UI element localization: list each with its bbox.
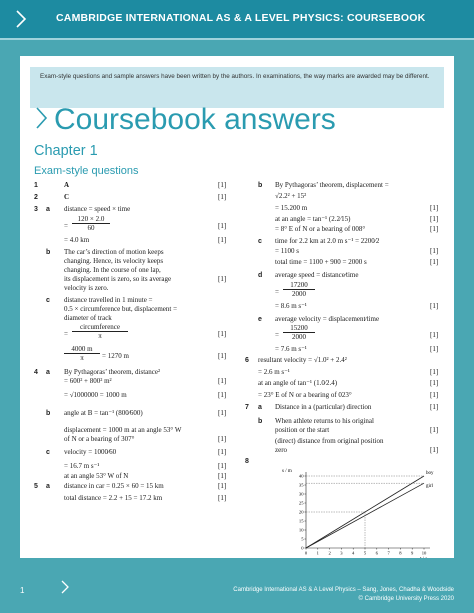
fraction-denominator: π bbox=[80, 354, 84, 362]
answer-text: = 8° E of N or a bearing of 008° bbox=[275, 225, 366, 233]
mark: [1] bbox=[218, 330, 227, 338]
page-title-text: Coursebook answers bbox=[54, 103, 336, 136]
mark: [1] bbox=[430, 225, 439, 233]
mark: [1] bbox=[218, 409, 227, 417]
mark: [1] bbox=[430, 379, 439, 387]
question-number: 6 bbox=[245, 357, 249, 364]
part-label: a bbox=[258, 404, 262, 411]
answer-text: √2.2² + 15² bbox=[275, 192, 307, 200]
question-number: 7 bbox=[245, 404, 249, 411]
x-tick-label: 6 bbox=[375, 550, 378, 556]
mark: [1] bbox=[218, 462, 227, 470]
mark: [1] bbox=[430, 403, 439, 411]
series-label: girl bbox=[426, 484, 433, 490]
answer-text: = 23° E of N or a bearing of 023° bbox=[258, 391, 352, 399]
series-label: boy bbox=[426, 471, 434, 476]
answer-text: = bbox=[64, 330, 68, 338]
x-tick-label: 8 bbox=[399, 550, 402, 556]
question-number: 2 bbox=[34, 194, 38, 201]
fraction-denominator: 2000 bbox=[292, 333, 306, 341]
mark: [1] bbox=[430, 258, 439, 266]
answer-text: velocity is zero. bbox=[64, 284, 109, 292]
fraction-denominator: π bbox=[98, 332, 102, 340]
mark: [1] bbox=[218, 222, 227, 230]
fraction-numerator: 15200 bbox=[283, 324, 315, 333]
answer-text: = 1100 s bbox=[275, 247, 299, 255]
y-tick-label: 30 bbox=[298, 491, 304, 497]
mark: [1] bbox=[218, 352, 227, 360]
answer-text: By Pythagoras’ theorem, displacement = bbox=[275, 181, 389, 189]
answer-text: = bbox=[64, 222, 68, 230]
y-tick-label: 25 bbox=[298, 500, 304, 506]
mark: [1] bbox=[430, 204, 439, 212]
answer-text: = 4.0 km bbox=[64, 236, 90, 244]
y-tick-label: 15 bbox=[298, 518, 304, 524]
mark: [1] bbox=[218, 275, 227, 283]
fraction bbox=[283, 324, 315, 341]
answer-text: time for 2.2 km at 2.0 m s⁻¹ = 2200⁄2 bbox=[275, 237, 380, 245]
fraction bbox=[64, 345, 100, 362]
mark: [1] bbox=[218, 377, 227, 385]
section-title: Exam-style questions bbox=[34, 165, 139, 177]
answer-text: = bbox=[275, 331, 279, 339]
x-tick-label: 9 bbox=[411, 550, 414, 556]
x-tick-label: 5 bbox=[363, 550, 367, 556]
answer-text: at an angle of tan⁻¹ (1.0⁄2.4) bbox=[258, 379, 338, 387]
x-tick-label: 2 bbox=[328, 550, 331, 556]
answer-text: distance travelled in 1 minute = bbox=[64, 296, 153, 304]
answer-text: changing. In the course of one lap, bbox=[64, 266, 161, 274]
question-number: 3 bbox=[34, 206, 38, 213]
y-tick-label: 20 bbox=[298, 509, 304, 515]
page-number: 1 bbox=[20, 586, 25, 595]
answer-text: diameter of track bbox=[64, 314, 112, 322]
mark: [1] bbox=[430, 215, 439, 223]
answer-text: C bbox=[64, 193, 70, 201]
answer-text: = 1270 m bbox=[102, 352, 129, 360]
mark: [1] bbox=[430, 345, 439, 353]
mark: [1] bbox=[430, 302, 439, 310]
answer-text: total time = 1100 + 900 = 2000 s bbox=[275, 258, 367, 266]
answer-text: displacement = 1000 m at an angle 53° W bbox=[64, 426, 182, 434]
answer-text: average velocity = displacement⁄time bbox=[275, 315, 380, 323]
chapter-title: Chapter 1 bbox=[34, 143, 98, 159]
part-label: b bbox=[258, 182, 263, 189]
mark: [1] bbox=[430, 247, 439, 255]
fraction bbox=[283, 281, 315, 298]
mark: [1] bbox=[218, 435, 227, 443]
answer-sheet bbox=[20, 56, 454, 558]
answer-text: = 7.6 m s⁻¹ bbox=[275, 345, 307, 353]
book-title: CAMBRIDGE INTERNATIONAL AS & A LEVEL PHYSICS: COURSEBOOK bbox=[56, 12, 426, 24]
answer-text: A bbox=[64, 181, 70, 189]
mark: [1] bbox=[218, 494, 227, 502]
mark: [1] bbox=[218, 181, 227, 189]
answer-text: at an angle = tan⁻¹ (2.2⁄15) bbox=[275, 215, 351, 223]
answer-text: = 16.7 m s⁻¹ bbox=[64, 462, 100, 470]
mark: [1] bbox=[218, 448, 227, 456]
answer-text: The car’s direction of motion keeps bbox=[64, 248, 164, 256]
y-tick-label: 10 bbox=[298, 527, 304, 533]
answer-text: zero bbox=[275, 446, 288, 454]
mark: [1] bbox=[218, 472, 227, 480]
answer-text: = √1000000 = 1000 m bbox=[64, 391, 127, 399]
y-tick-label: 5 bbox=[301, 536, 304, 542]
answer-text: = bbox=[275, 288, 279, 296]
question-number: 8 bbox=[245, 458, 249, 465]
header-rule bbox=[0, 38, 474, 40]
fraction bbox=[72, 215, 110, 232]
fraction-numerator: 17200 bbox=[283, 281, 315, 290]
part-label: b bbox=[46, 249, 51, 256]
answer-text: By Pythagoras’ theorem, distance² bbox=[64, 368, 161, 376]
x-tick-label: 3 bbox=[340, 550, 343, 556]
x-tick-label: 10 bbox=[421, 550, 427, 556]
answer-text: = 8.6 m s⁻¹ bbox=[275, 302, 307, 310]
x-axis-label: t / s bbox=[420, 557, 428, 560]
part-label: e bbox=[258, 316, 262, 323]
footer bbox=[0, 566, 474, 613]
fraction-numerator: 120 × 2.0 bbox=[72, 215, 110, 224]
x-tick-label: 7 bbox=[387, 550, 390, 556]
answer-text: angle at B = tan⁻¹ (800⁄600) bbox=[64, 409, 143, 417]
part-label: c bbox=[258, 238, 262, 245]
fraction-denominator: 2000 bbox=[292, 290, 306, 298]
question-number: 5 bbox=[34, 483, 38, 490]
answer-text: position or the start bbox=[275, 426, 330, 434]
mark: [1] bbox=[218, 193, 227, 201]
mark: [1] bbox=[218, 391, 227, 399]
answer-text: = 600² + 800² m² bbox=[64, 377, 112, 385]
footer-credit: Cambridge International AS & A Level Physics – Sang, Jones, Chadha & Woodside bbox=[233, 587, 454, 593]
answer-text: at an angle 53° W of N bbox=[64, 472, 129, 480]
answer-text: distance in car = 0.25 × 60 = 15 km bbox=[64, 482, 164, 490]
fraction-numerator: 4000 m bbox=[64, 345, 100, 354]
chevron-right-icon bbox=[34, 106, 48, 130]
y-tick-label: 35 bbox=[298, 482, 304, 488]
footer-copyright: © Cambridge University Press 2020 bbox=[358, 596, 454, 602]
part-label: c bbox=[46, 449, 50, 456]
answer-text: changing. Hence, its velocity keeps bbox=[64, 257, 164, 265]
chevron-right-icon bbox=[60, 579, 70, 595]
answer-text: = 15.200 m bbox=[275, 204, 308, 212]
part-label: a bbox=[46, 483, 50, 490]
y-axis-label: s / m bbox=[282, 469, 292, 474]
answer-text: When athlete returns to his original bbox=[275, 417, 374, 425]
mark: [1] bbox=[430, 426, 439, 434]
part-label: c bbox=[46, 297, 50, 304]
answer-text: = 2.6 m s⁻¹ bbox=[258, 368, 290, 376]
part-label: a bbox=[46, 206, 50, 213]
fraction-numerator: circumference bbox=[72, 323, 128, 332]
part-label: a bbox=[46, 369, 50, 376]
mark: [1] bbox=[430, 331, 439, 339]
answer-text: (direct) distance from original position bbox=[275, 437, 384, 445]
answer-text: resultant velocity = √1.0² + 2.4² bbox=[258, 356, 347, 364]
answer-text: total distance = 2.2 + 15 = 17.2 km bbox=[64, 494, 163, 502]
answer-text: its displacement is zero, so its average bbox=[64, 275, 172, 283]
x-tick-label: 4 bbox=[352, 550, 355, 556]
answer-text: velocity = 1000⁄60 bbox=[64, 448, 117, 456]
part-label: b bbox=[46, 410, 51, 417]
x-tick-label: 0 bbox=[304, 550, 308, 556]
answer-text: 0.5 × circumference but, displacement = bbox=[64, 305, 178, 313]
page-title bbox=[34, 103, 336, 137]
question-number: 1 bbox=[34, 182, 38, 189]
mark: [1] bbox=[430, 368, 439, 376]
answer-text: distance = speed × time bbox=[64, 205, 131, 213]
distance-time-graph bbox=[282, 468, 452, 558]
chevron-right-icon bbox=[14, 9, 28, 29]
part-label: d bbox=[258, 272, 263, 279]
mark: [1] bbox=[430, 446, 439, 454]
answer-text: average speed = distance⁄time bbox=[275, 271, 359, 279]
answer-text: Distance in a (particular) direction bbox=[275, 403, 372, 411]
notice-box: Exam-style questions and sample answers have been written by the authors. In examinations, the way marks are awarded may be different. bbox=[30, 67, 444, 108]
mark: [1] bbox=[218, 482, 227, 490]
x-tick-label: 1 bbox=[316, 550, 319, 556]
question-number: 4 bbox=[34, 369, 38, 376]
part-label: b bbox=[258, 418, 263, 425]
header-bar bbox=[0, 0, 474, 40]
answer-text: of N or a bearing of 307° bbox=[64, 435, 135, 443]
mark: [1] bbox=[430, 391, 439, 399]
y-tick-label: 40 bbox=[298, 473, 304, 479]
y-tick-label: 0 bbox=[301, 545, 304, 551]
mark: [1] bbox=[218, 236, 227, 244]
fraction bbox=[72, 323, 128, 340]
fraction-denominator: 60 bbox=[87, 224, 95, 232]
